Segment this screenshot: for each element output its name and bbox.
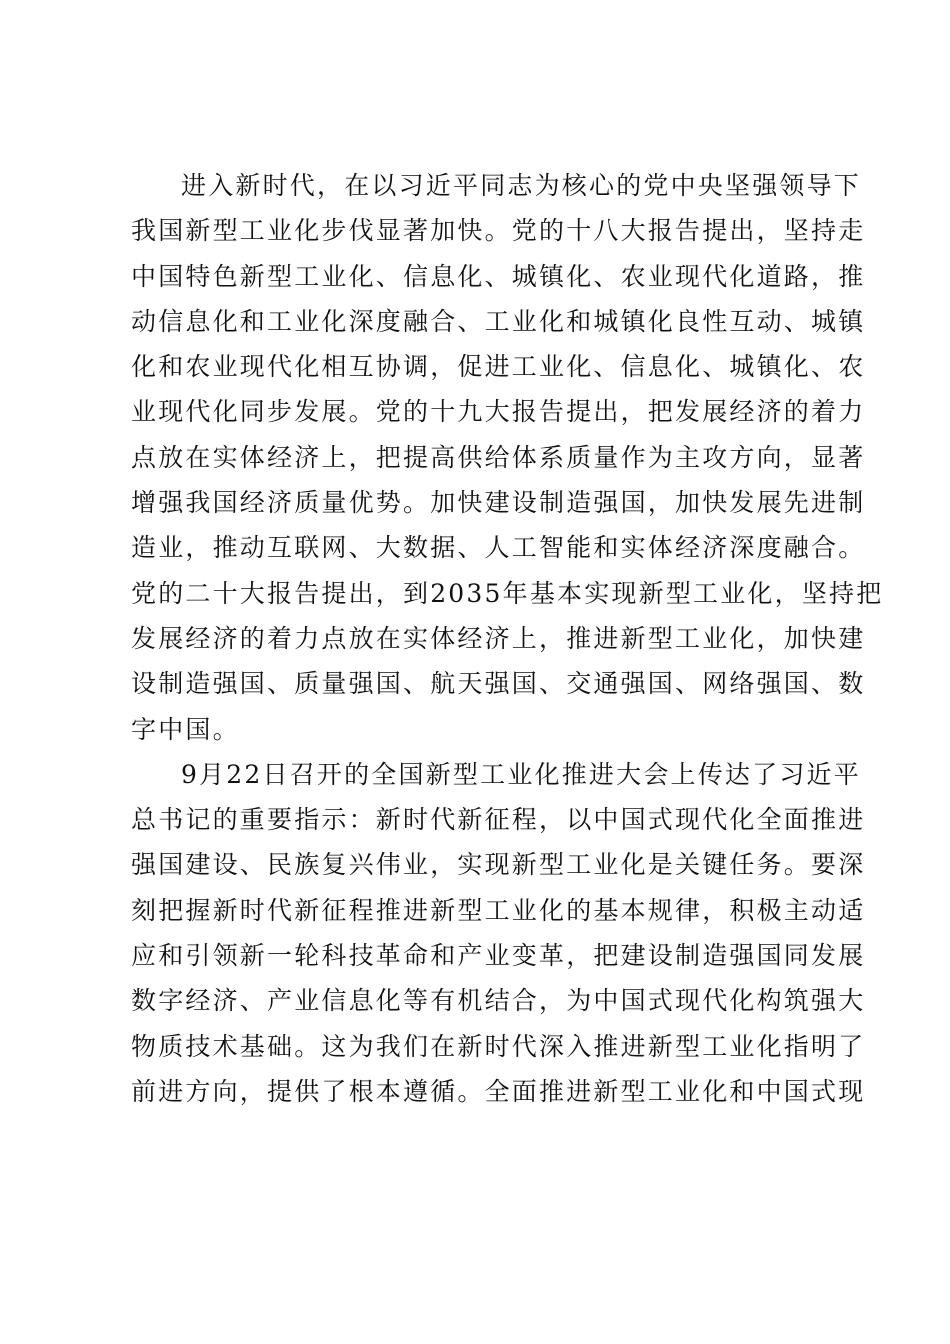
text-line: 数字经济、产业信息化等有机结合，为中国式现代化构筑强大 — [131, 986, 866, 1016]
text-line: 业现代化同步发展。党的十九大报告提出，把发展经济的着力 — [131, 397, 866, 427]
text-line: 化和农业现代化相互协调，促进工业化、信息化、城镇化、农 — [131, 352, 866, 382]
text-line: 刻把握新时代新征程推进新型工业化的基本规律，积极主动适 — [131, 895, 866, 925]
text-line: 党的二十大报告提出，到2035年基本实现新型工业化，坚持把 — [131, 578, 884, 608]
text-line: 进入新时代，在以习近平同志为核心的党中央坚强领导下 — [181, 171, 862, 200]
text-line: 强国建设、民族复兴伟业，实现新型工业化是关键任务。要深 — [131, 850, 866, 880]
text-line: 字中国。 — [131, 714, 240, 744]
text-line: 应和引领新一轮科技革命和产业变革，把建设制造强国同发展 — [131, 941, 866, 971]
text-line: 中国特色新型工业化、信息化、城镇化、农业现代化道路，推 — [131, 261, 866, 291]
text-line: 总书记的重要指示：新时代新征程，以中国式现代化全面推进 — [131, 805, 866, 835]
text-line: 增强我国经济质量优势。加快建设制造强国，加快发展先进制 — [131, 488, 866, 518]
text-line: 我国新型工业化步伐显著加快。党的十八大报告提出，坚持走 — [131, 216, 866, 246]
body-text — [131, 163, 884, 1114]
text-line: 造业，推动互联网、大数据、人工智能和实体经济深度融合。 — [131, 533, 866, 563]
text-line: 发展经济的着力点放在实体经济上，推进新型工业化，加快建 — [131, 623, 866, 653]
paragraph-2 — [131, 752, 866, 1114]
paragraph-1 — [131, 163, 884, 752]
text-line: 点放在实体经济上，把提高供给体系质量作为主攻方向，显著 — [131, 442, 866, 472]
text-line: 设制造强国、质量强国、航天强国、交通强国、网络强国、数 — [131, 669, 866, 699]
text-line: 物质技术基础。这为我们在新时代深入推进新型工业化指明了 — [131, 1031, 866, 1061]
text-line: 前进方向，提供了根本遵循。全面推进新型工业化和中国式现 — [131, 1076, 866, 1106]
text-line: 动信息化和工业化深度融合、工业化和城镇化良性互动、城镇 — [131, 306, 866, 336]
text-line: 9月22日召开的全国新型工业化推进大会上传达了习近平 — [181, 759, 861, 789]
